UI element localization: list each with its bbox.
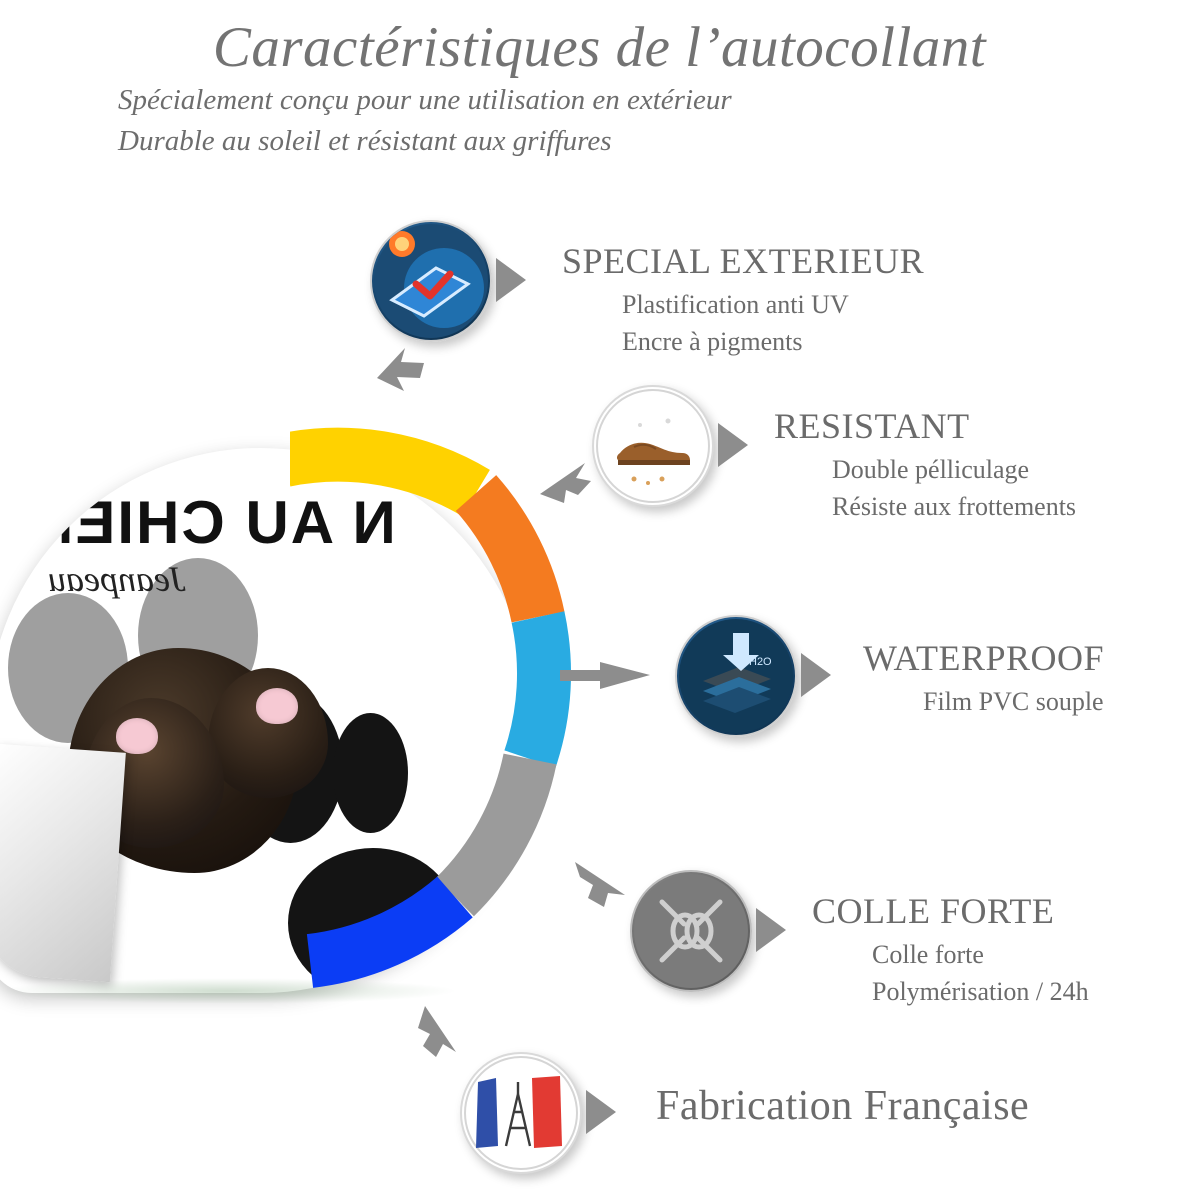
chevron-arrow-resistant <box>718 423 748 467</box>
chain-link-icon <box>630 870 752 992</box>
wheel-segment-yellow <box>290 455 476 493</box>
wheel-segment-blue <box>310 897 455 961</box>
feature-line-waterproof-1: Film PVC souple <box>923 687 1104 716</box>
feature-line-colle-forte-2: Polymérisation / 24h <box>872 977 1089 1006</box>
feature-title-fabrication-francaise: Fabrication Française <box>656 1083 1030 1129</box>
subtitle-line-2: Durable au soleil et résistant aux griffures <box>118 125 612 157</box>
color-wheel <box>290 385 590 1025</box>
chevron-arrow-special-exterieur <box>496 258 526 302</box>
wheel-segment-orange <box>476 493 538 617</box>
feature-title-waterproof: WATERPROOF <box>863 638 1105 678</box>
feature-line-resistant-1: Double pélliculage <box>832 455 1030 484</box>
feature-line-special-exterieur-1: Plastification anti UV <box>622 290 849 319</box>
color-wheel-svg <box>290 385 590 1025</box>
feature-line-special-exterieur-2: Encre à pigments <box>622 327 803 356</box>
chevron-arrow-fabrication <box>586 1090 616 1134</box>
feature-line-resistant-2: Résiste aux frottements <box>832 492 1077 521</box>
feature-title-resistant: RESISTANT <box>774 406 970 446</box>
page-title: Caractéristiques de l’autocollant <box>212 16 987 79</box>
subtitle-line-1: Spécialement conçu pour une utilisation en extérieur <box>118 83 732 116</box>
header <box>0 0 1199 162</box>
uv-shield-icon <box>370 220 492 342</box>
feature-title-special-exterieur: SPECIAL EXTERIEUR <box>562 241 925 281</box>
chevron-arrow-colle-forte <box>756 908 786 952</box>
feature-line-colle-forte-1: Colle forte <box>872 940 984 969</box>
sticker-peeling-corner <box>0 744 126 983</box>
wheel-segment-grey <box>455 759 530 897</box>
svg-text:H2O: H2O <box>749 656 772 668</box>
feature-title-colle-forte: COLLE FORTE <box>812 891 1055 931</box>
water-layers-icon <box>675 615 797 737</box>
chevron-arrow-waterproof <box>801 653 831 697</box>
wheel-segment-light-blue <box>530 617 544 759</box>
eiffel-tower-flag-icon <box>460 1052 582 1174</box>
shoe-icon <box>592 385 714 507</box>
sticker-brand-script: Jeanpeau <box>48 559 186 599</box>
sticker-overlay-text: N AU CHIEN <box>28 489 396 556</box>
dog-bow-left <box>116 718 158 754</box>
